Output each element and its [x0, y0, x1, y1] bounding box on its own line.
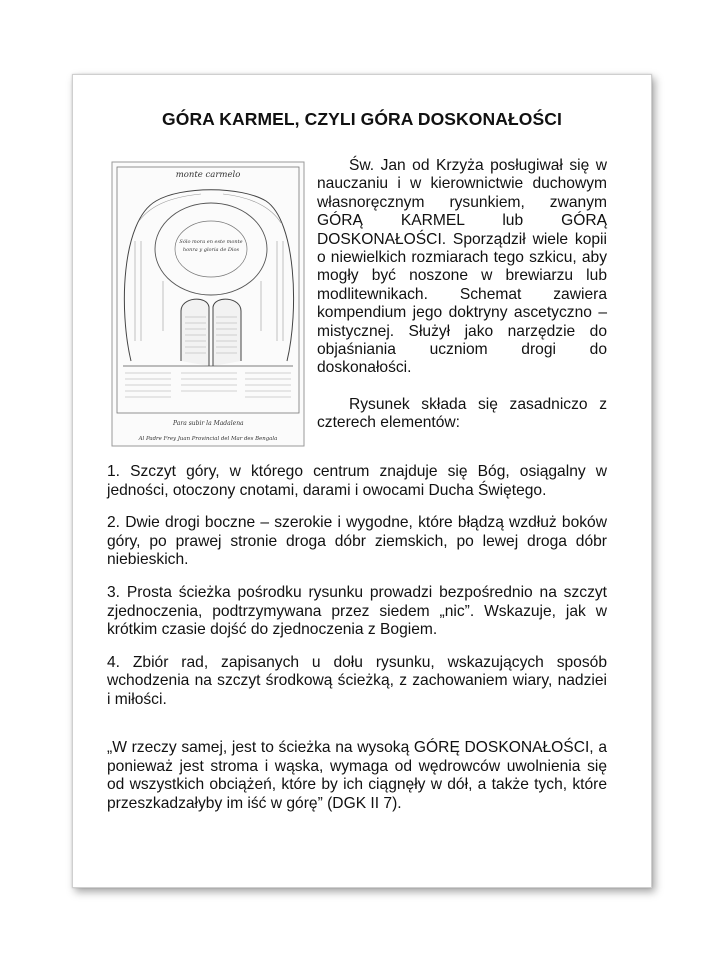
intro-paragraph: Rysunek składa się zasadniczo z czterech elementów:: [317, 395, 607, 432]
intro-paragraph: Św. Jan od Krzyża posługiwał się w nauczaniu i w kierownictwie duchowym własnoręcznym rysunkiem, zwanym GÓRĄ KARMEL lub GÓRĄ DOSKONAŁOŚCI. Sporządził wiele kopii o niewielkich rozmiarach tego szkicu, aby mogły być noszone w brewiarzu lub modlitewnikach. Schemat zawiera kompendium jego doktryny ascetyczno – mistycznej. Służył jako narzędzie do objaśniania uczniom drogi do doskonałości.: [317, 157, 607, 377]
figure-footer-text: Al Padre Frey Juan Provincial del Mar des Bengala: [138, 436, 278, 442]
mount-carmel-drawing: [111, 161, 305, 447]
page-title: GÓRA KARMEL, CZYLI GÓRA DOSKONAŁOŚCI: [162, 109, 562, 129]
intro-text: [317, 157, 607, 433]
mount-carmel-sketch-image: [111, 161, 305, 447]
figure-bottom-caption: Para subir la Madalena: [173, 420, 244, 427]
svg-text:Sólo mora en este monte: Sólo mora en este monte: [179, 239, 243, 245]
list-item: 3. Prosta ścieżka pośrodku rysunku prowadzi bezpośrednio na szczyt zjednoczenia, podtrzymywana przez siedem „nic”. Wskazuje, jak w krótkim czasie dojść do zjednoczenia z Bogiem.: [107, 583, 607, 639]
figure-top-label: monte carmelo: [175, 170, 241, 180]
list-item: 1. Szczyt góry, w którego centrum znajduje się Bóg, osiągalny w jedności, otoczony cnotami, darami i owocami Ducha Świętego.: [107, 463, 607, 499]
elements-list: [107, 463, 607, 724]
document-page: [72, 74, 652, 888]
list-item: 4. Zbiór rad, zapisanych u dołu rysunku, wskazujących sposób wchodzenia na szczyt środkową ścieżką, z zachowaniem wiary, nadziei i miłości.: [107, 653, 607, 708]
list-item: 2. Dwie drogi boczne – szerokie i wygodne, które błądzą wzdłuż boków góry, po prawej stronie droga dóbr ziemskich, po lewej droga dóbr niebieskich.: [107, 514, 607, 569]
svg-text:honra y gloria de Dios: honra y gloria de Dios: [182, 247, 240, 253]
closing-quote: „W rzeczy samej, jest to ścieżka na wysoką GÓRĘ DOSKONAŁOŚCI, a ponieważ jest stroma i wąska, wymaga od wędrowców uwolnienia się od wszystkich obciążeń, które by ich ciągnęły w dół, a także tych, które przeszkadzałyby im iść w górę” (DGK II 7).: [107, 739, 607, 812]
